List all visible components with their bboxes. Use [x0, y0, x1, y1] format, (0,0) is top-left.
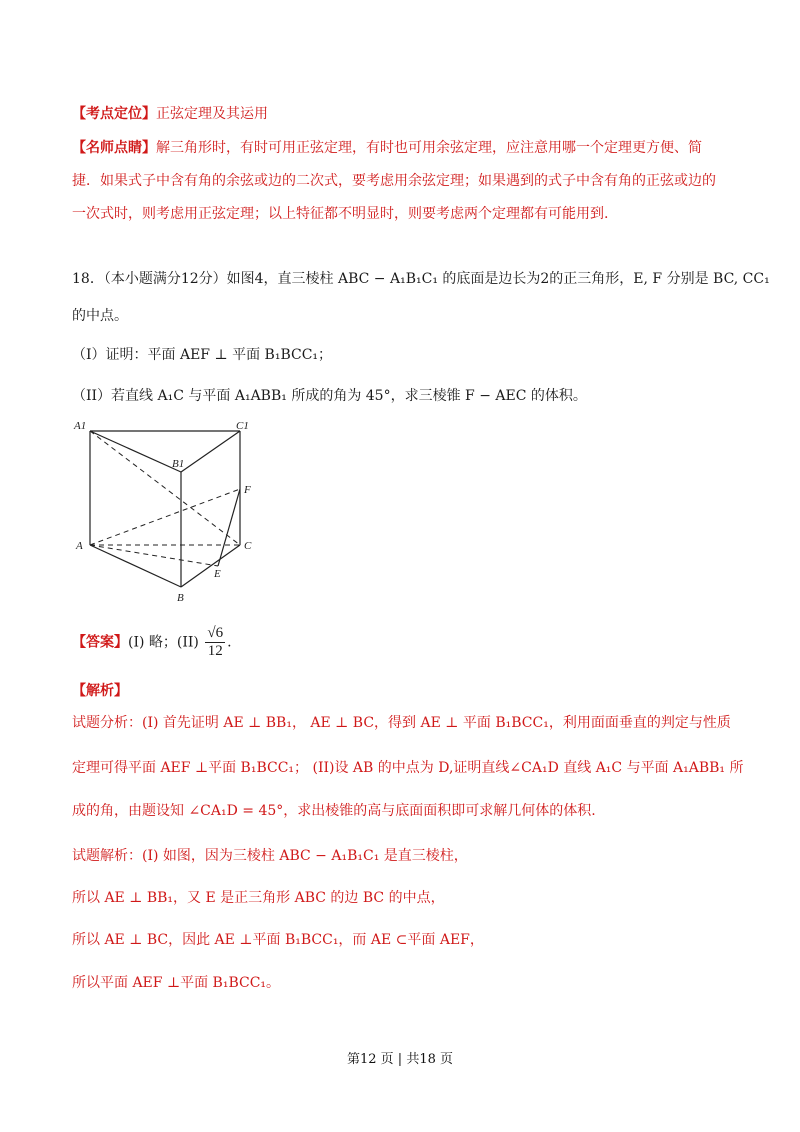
page-footer: 第12 页 | 共18 页: [347, 1052, 453, 1067]
answer-fraction: [205, 625, 225, 660]
kaodian-tag: 【考点定位】: [72, 106, 156, 122]
analysis-line-3: 成的角，由题设知 ∠CA₁D = 45°，求出棱锥的高与底面面积即可求解几何体的体积.: [72, 803, 596, 819]
answer-frac-num: √6: [207, 625, 224, 641]
mingshi-text-1: 解三角形时，有时可用正弦定理，有时也可用余弦定理，应注意用哪一个定理更方便、简: [156, 140, 702, 156]
label-c1: C1: [236, 420, 249, 432]
answer-tag: 【答案】: [72, 634, 128, 651]
prism-figure: [72, 415, 272, 610]
answer-end: .: [227, 634, 232, 651]
label-b: B: [177, 592, 184, 604]
label-a: A: [76, 540, 83, 552]
mingshi-line-1: [72, 137, 732, 157]
dashed-a-e: [90, 545, 218, 566]
kaodian-line: [72, 103, 732, 123]
label-c: C: [244, 540, 252, 552]
analysis-line-1: 试题分析：(I) 首先证明 AE ⊥ BB₁， AE ⊥ BC，得到 AE ⊥ 平面 B₁BCC₁，利用面面垂直的判定与性质: [72, 715, 731, 731]
detail-line-2: 所以 AE ⊥ BB₁，又 E 是正三角形 ABC 的边 BC 的中点，: [72, 890, 445, 906]
problem-part-1: （I）证明：平面 AEF ⊥ 平面 B₁BCC₁；: [72, 347, 333, 363]
mingshi-line-2: 捷．如果式子中含有角的余弦或边的二次式，要考虑用余弦定理；如果遇到的式子中含有角的正弦或边的: [72, 173, 716, 189]
jiexi-tag: 【解析】: [72, 683, 128, 699]
dashed-a-f: [90, 489, 240, 545]
answer-text: (I) 略；(II): [128, 634, 199, 651]
edge-b-c: [181, 545, 240, 587]
answer-frac-den: 12: [207, 643, 223, 659]
detail-line-1: 试题解析：(I) 如图，因为三棱柱 ABC − A₁B₁C₁ 是直三棱柱，: [72, 848, 468, 864]
label-b1: B1: [172, 458, 185, 470]
dashed-a1-c: [90, 431, 240, 545]
mingshi-line-3: 一次式时，则考虑用正弦定理；以上特征都不明显时，则要考虑两个定理都有可能用到.: [72, 206, 609, 222]
label-a1: A1: [74, 420, 87, 432]
answer-line: [72, 625, 732, 660]
kaodian-text: 正弦定理及其运用: [156, 106, 268, 122]
label-e: E: [214, 568, 221, 580]
problem-line-2: 的中点。: [72, 308, 128, 324]
problem-part-2: （II）若直线 A₁C 与平面 A₁ABB₁ 所成的角为 45°，求三棱锥 F − AEC 的体积。: [72, 388, 587, 404]
edge-a-b: [90, 545, 181, 587]
detail-line-4: 所以平面 AEF ⊥平面 B₁BCC₁。: [72, 975, 281, 991]
analysis-line-2: 定理可得平面 AEF ⊥平面 B₁BCC₁； (II)设 AB 的中点为 D,证明直线∠CA₁D 直线 A₁C 与平面 A₁ABB₁ 所: [72, 760, 744, 776]
detail-line-3: 所以 AE ⊥ BC，因此 AE ⊥平面 B₁BCC₁，而 AE ⊂平面 AEF，: [72, 932, 484, 948]
mingshi-tag: 【名师点睛】: [72, 140, 156, 156]
segment-f-e: [218, 489, 240, 566]
label-f: F: [244, 484, 251, 496]
problem-line-1: 18．（本小题满分12分）如图4，直三棱柱 ABC − A₁B₁C₁ 的底面是边长为2的正三角形，E, F 分别是 BC, CC₁: [72, 271, 770, 287]
edge-b1-c1: [181, 431, 240, 472]
